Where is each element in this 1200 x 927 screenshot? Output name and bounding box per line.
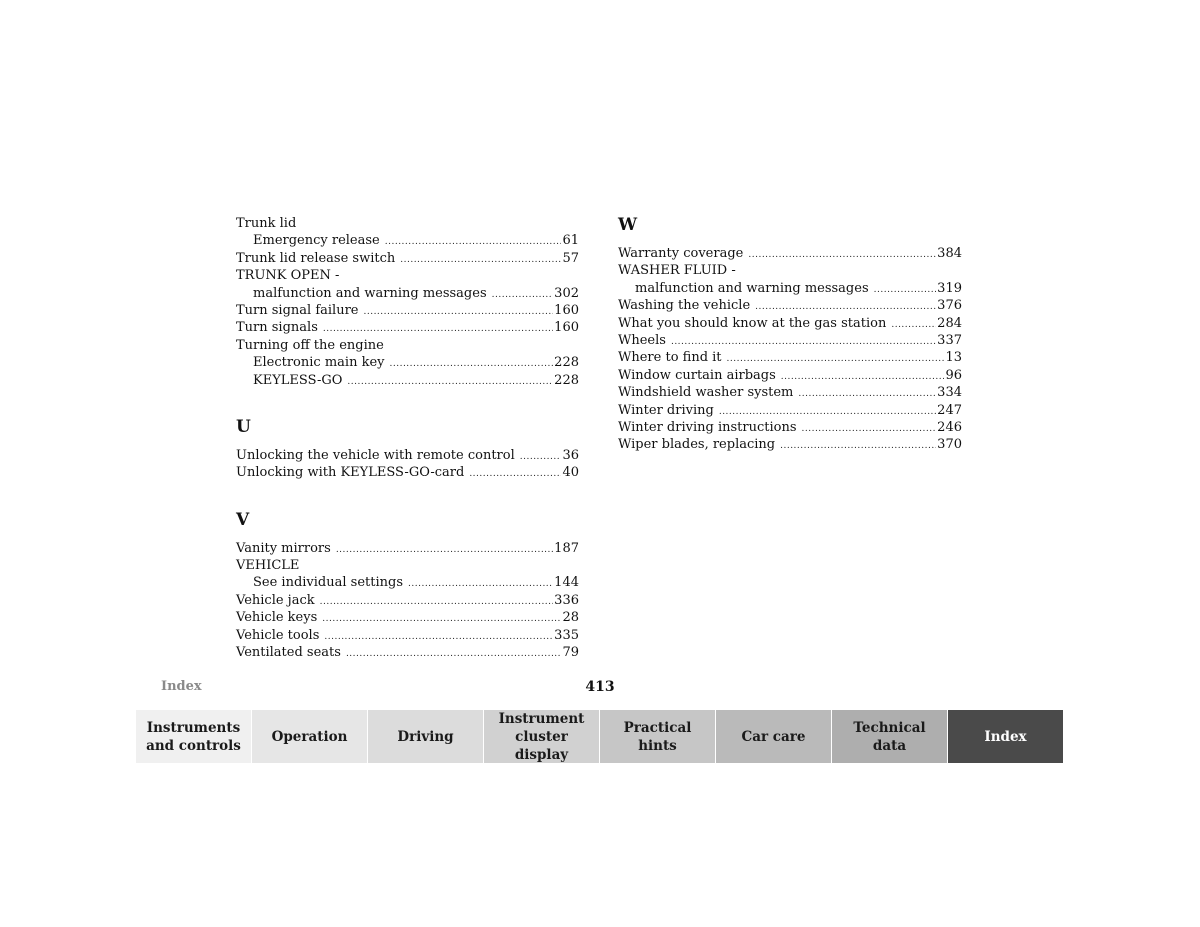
entry-label: What you should know at the gas station xyxy=(618,315,887,331)
page-number: 413 xyxy=(585,679,615,695)
index-letter-heading: V xyxy=(236,509,250,530)
index-entry xyxy=(618,419,962,436)
dot-leader xyxy=(802,421,937,438)
entry-label: malfunction and warning messages xyxy=(253,285,487,301)
index-entry xyxy=(236,592,579,609)
index-entry xyxy=(236,250,579,267)
index-entry xyxy=(236,464,579,481)
entry-page-number: 370 xyxy=(937,437,962,453)
entry-page-number: 228 xyxy=(554,355,579,371)
index-column-left xyxy=(236,215,579,661)
index-entry xyxy=(236,337,579,354)
entry-label: Vanity mirrors xyxy=(236,540,331,556)
index-entry xyxy=(618,384,962,401)
entry-page-number: 160 xyxy=(554,320,579,336)
index-subentry xyxy=(618,280,962,297)
entry-page-number: 334 xyxy=(937,385,962,401)
tab-instruments-and-controls[interactable]: Instruments and controls xyxy=(136,710,251,763)
dot-leader xyxy=(390,356,554,373)
entry-label: See individual settings xyxy=(253,575,404,591)
index-entry xyxy=(236,215,579,232)
index-entry xyxy=(618,262,962,279)
entry-page-number: 13 xyxy=(945,350,962,366)
entry-label: Window curtain airbags xyxy=(618,367,776,383)
entry-label: Trunk lid release switch xyxy=(236,250,396,266)
dot-leader xyxy=(748,247,936,264)
entry-label: Winter driving instructions xyxy=(618,419,797,435)
index-entry xyxy=(236,267,579,284)
entry-page-number: 61 xyxy=(562,233,579,249)
index-entry xyxy=(618,332,962,349)
index-entry xyxy=(618,315,962,332)
entry-label: Windshield washer system xyxy=(618,385,794,401)
tab-car-care[interactable]: Car care xyxy=(716,710,831,763)
entry-label: Wheels xyxy=(618,332,666,348)
entry-page-number: 79 xyxy=(562,645,579,661)
entry-page-number: 376 xyxy=(937,298,962,314)
dot-leader xyxy=(385,234,562,251)
entry-page-number: 28 xyxy=(562,610,579,626)
entry-page-number: 335 xyxy=(554,627,579,643)
entry-label: Trunk lid xyxy=(236,216,297,231)
index-entry xyxy=(236,609,579,626)
dot-leader xyxy=(322,611,561,628)
dot-leader xyxy=(347,374,553,391)
entry-label: Where to find it xyxy=(618,350,722,366)
dot-leader xyxy=(363,304,553,321)
index-entry xyxy=(236,540,579,557)
tab-operation[interactable]: Operation xyxy=(252,710,367,763)
entry-page-number: 284 xyxy=(937,315,962,331)
dot-leader xyxy=(874,282,937,299)
entry-page-number: 302 xyxy=(554,285,579,301)
entry-label: Vehicle jack xyxy=(236,592,315,608)
entry-page-number: 319 xyxy=(937,280,962,296)
index-entry xyxy=(236,302,579,319)
entry-label: TRUNK OPEN - xyxy=(236,268,340,284)
index-entry xyxy=(618,297,962,314)
entry-page-number: 336 xyxy=(554,592,579,608)
section-footer-label: Index xyxy=(161,679,202,694)
entry-label: Unlocking the vehicle with remote control xyxy=(236,447,515,463)
entry-label: KEYLESS-GO xyxy=(253,372,343,388)
entry-label: Washing the vehicle xyxy=(618,298,751,314)
entry-page-number: 228 xyxy=(554,372,579,388)
dot-leader xyxy=(469,466,561,483)
dot-leader xyxy=(320,594,554,611)
entry-label: Winter driving xyxy=(618,402,714,418)
entry-label: Vehicle tools xyxy=(236,627,320,643)
index-subentry xyxy=(236,354,579,371)
index-entry xyxy=(236,644,579,661)
index-letter-heading: U xyxy=(236,416,251,437)
entry-page-number: 57 xyxy=(562,250,579,266)
index-entry xyxy=(618,349,962,366)
tab-index[interactable]: Index xyxy=(948,710,1063,763)
dot-leader xyxy=(400,252,561,269)
entry-label: Electronic main key xyxy=(253,355,385,371)
index-entry xyxy=(618,245,962,262)
index-entry xyxy=(618,436,962,453)
index-column-right xyxy=(618,215,962,454)
entry-label: malfunction and warning messages xyxy=(635,280,869,296)
tab-driving[interactable]: Driving xyxy=(368,710,483,763)
index-letter-heading: W xyxy=(618,215,638,235)
entry-label: Turn signal failure xyxy=(236,302,359,318)
index-entry xyxy=(236,557,579,574)
entry-label: Turning off the engine xyxy=(236,337,384,353)
dot-leader xyxy=(780,438,936,455)
entry-label: Ventilated seats xyxy=(236,645,341,661)
entry-label: Wiper blades, replacing xyxy=(618,437,776,453)
index-subentry xyxy=(236,574,579,591)
entry-label: Emergency release xyxy=(253,233,380,249)
entry-page-number: 337 xyxy=(937,332,962,348)
entry-page-number: 246 xyxy=(937,419,962,435)
entry-page-number: 36 xyxy=(562,447,579,463)
index-entry xyxy=(236,319,579,336)
dot-leader xyxy=(492,287,554,304)
section-tabs xyxy=(136,710,1063,763)
dot-leader xyxy=(891,317,936,334)
index-subentry xyxy=(236,285,579,302)
entry-label: Warranty coverage xyxy=(618,246,744,261)
dot-leader xyxy=(781,369,945,386)
entry-page-number: 144 xyxy=(554,575,579,591)
entry-page-number: 247 xyxy=(937,402,962,418)
entry-page-number: 96 xyxy=(945,367,962,383)
index-entry xyxy=(618,367,962,384)
dot-leader xyxy=(408,576,553,593)
entry-label: WASHER FLUID - xyxy=(618,263,736,279)
tab-instrument-cluster-display[interactable]: Instrument cluster display xyxy=(484,710,599,763)
index-entry xyxy=(618,402,962,419)
entry-label: Unlocking with KEYLESS-GO-card xyxy=(236,465,465,481)
dot-leader xyxy=(346,646,562,663)
index-entry xyxy=(236,627,579,644)
dot-leader xyxy=(520,449,562,466)
entry-page-number: 160 xyxy=(554,302,579,318)
tab-practical-hints[interactable]: Practical hints xyxy=(600,710,715,763)
entry-label: VEHICLE xyxy=(236,558,300,574)
index-subentry xyxy=(236,232,579,249)
dot-leader xyxy=(798,386,936,403)
dot-leader xyxy=(336,542,553,559)
entry-page-number: 187 xyxy=(554,540,579,556)
tab-technical-data[interactable]: Technical data xyxy=(832,710,947,763)
entry-page-number: 40 xyxy=(562,465,579,481)
index-entry xyxy=(236,447,579,464)
entry-label: Turn signals xyxy=(236,320,318,336)
index-subentry xyxy=(236,372,579,389)
dot-leader xyxy=(324,629,553,646)
entry-page-number: 384 xyxy=(937,246,962,261)
entry-label: Vehicle keys xyxy=(236,610,318,626)
